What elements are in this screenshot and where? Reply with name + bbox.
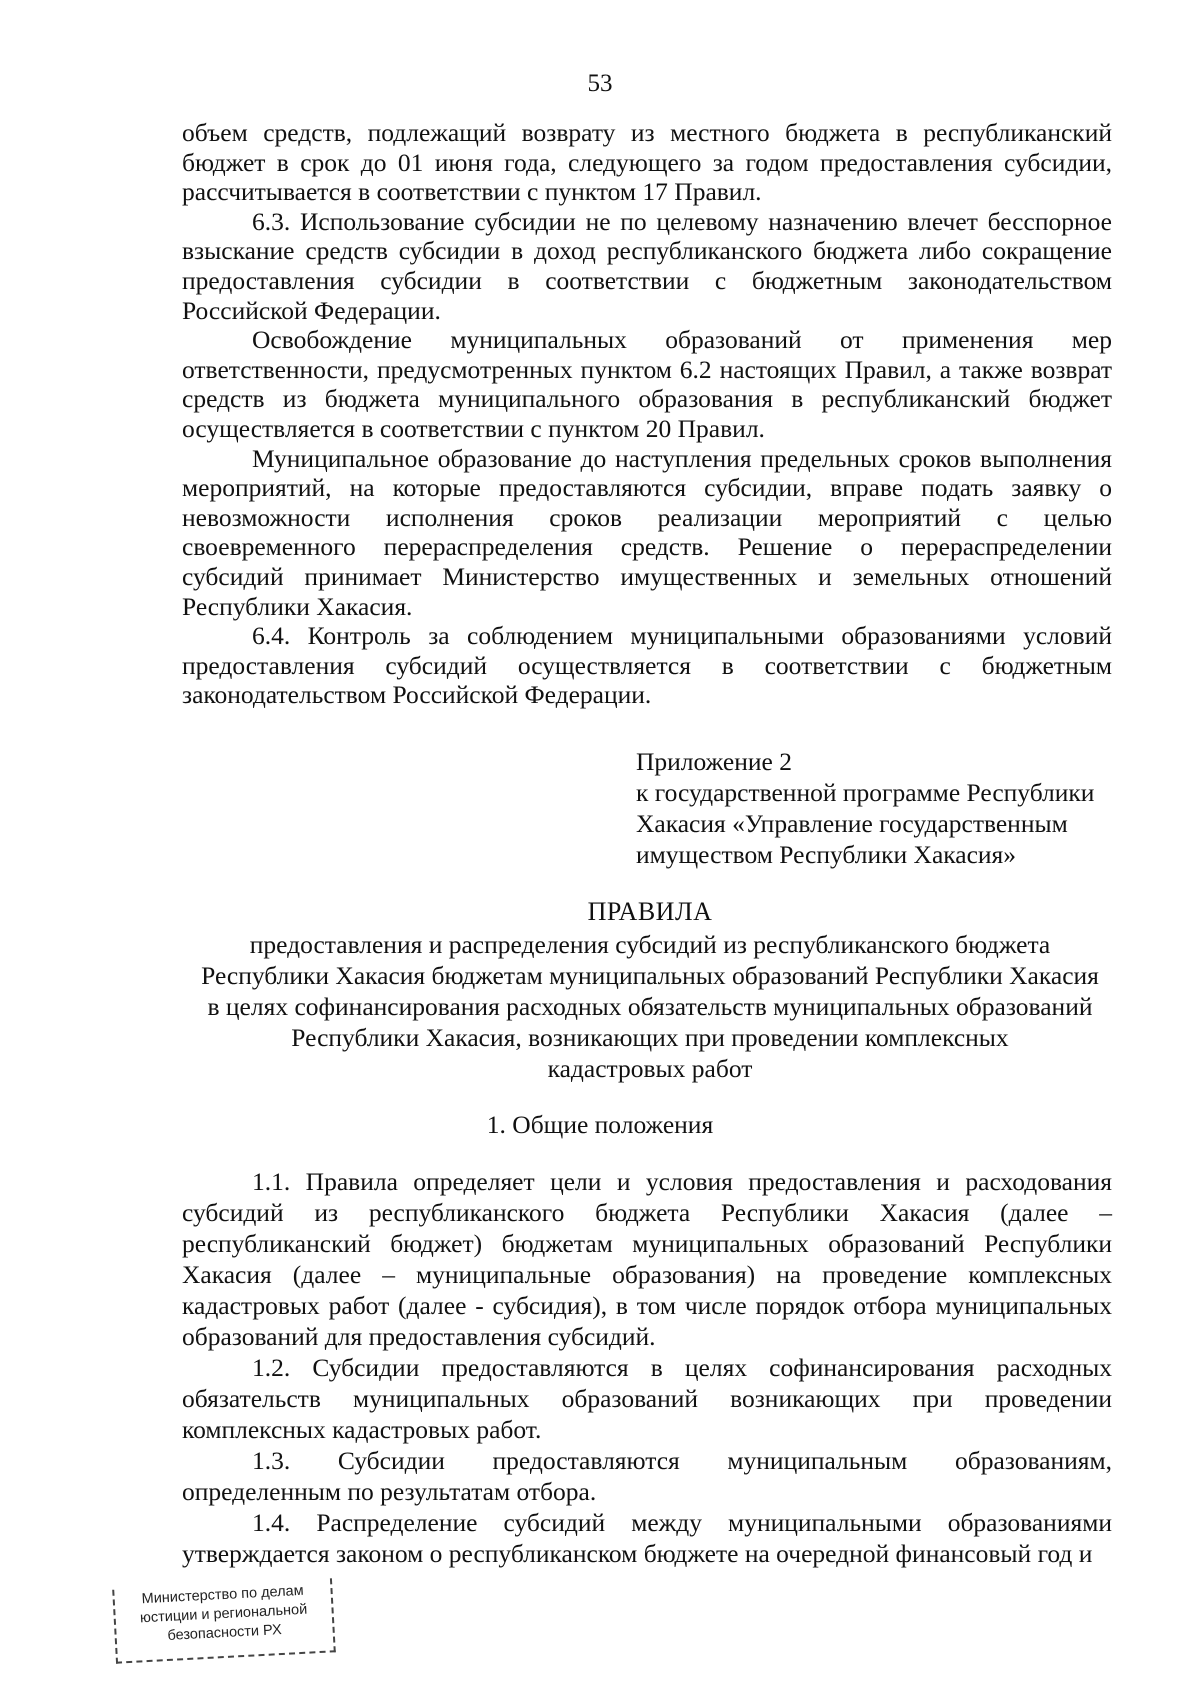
section-heading: 1. Общие положения [486, 1110, 714, 1139]
rules-subtitle-line: кадастровых работ [547, 1054, 753, 1083]
rules-title: ПРАВИЛА [587, 897, 713, 926]
stamp-line: Министерство по делам [141, 1582, 305, 1608]
clause-1-2: 1.2. Субсидии предоставляются в целях софинансирования расходных обязательств муниципальных образований возникающих при проведении комплексных кадастровых работ. [182, 1353, 1112, 1444]
stamp-line: юстиции и региональной [139, 1601, 308, 1627]
appendix-line: Хакасия «Управление государственным [636, 809, 1068, 838]
rules-subtitle-line: предоставления и распределения субсидий из республиканского бюджета [249, 930, 1051, 959]
appendix-line: имуществом Республики Хакасия» [636, 840, 1017, 869]
paragraph-continuation: объем средств, подлежащий возврату из местного бюджета в республиканский бюджет в срок до 01 июня года, следующего за годом предоставления субсидии, рассчитывается в соответствии с пунктом 17 Правил. [182, 118, 1112, 207]
rules-header [150, 896, 1150, 1084]
stamp-line: безопасности РХ [167, 1622, 283, 1644]
paragraph-6-4: 6.4. Контроль за соблюдением муниципальными образованиями условий предоставления субсидий осуществляется в соответствии с бюджетным законодательством Российской Федерации. [182, 621, 1112, 710]
clause-1-3: 1.3. Субсидии предоставляются муниципальным образованиям, определенным по результатам отбора. [182, 1446, 1112, 1506]
paragraph-6-3: 6.3. Использование субсидии не по целевому назначению влечет бесспорное взыскание средств субсидии в доход республиканского бюджета либо сокращение предоставления субсидии в соответствии с бюджетным законодательством Российской Федерации. [182, 206, 1112, 325]
rules-subtitle [150, 929, 1150, 1084]
section-body [182, 1166, 1112, 1569]
paragraph-exemption: Освобождение муниципальных образований от применения мер ответственности, предусмотренных пунктом 6.2 настоящих Правил, а также возврат средств из бюджета муниципального образования в республиканский бюджет осуществляется в соответствии с пунктом 20 Правил. [182, 325, 1112, 443]
clause-1-1: 1.1. Правила определяет цели и условия предоставления и расходования субсидий из республиканского бюджета Республики Хакасия (далее – республиканский бюджет) бюджетам муниципальных образований Республики Хакасия (далее – муниципальные образования) на проведение комплексных кадастровых работ (далее - субсидия), в том числе порядок отбора муниципальных образований для предоставления субсидий. [182, 1167, 1112, 1351]
document-body [182, 118, 1112, 710]
rules-subtitle-line: Республики Хакасия бюджетам муниципальных образований Республики Хакасия [201, 961, 1099, 990]
rules-subtitle-line: в целях софинансирования расходных обязательств муниципальных образований [207, 992, 1093, 1021]
appendix-line: Приложение 2 [636, 747, 792, 776]
ministry-stamp [112, 1578, 336, 1663]
rules-subtitle-line: Республики Хакасия, возникающих при проведении комплексных [291, 1023, 1009, 1052]
appendix-line: к государственной программе Республики [636, 778, 1095, 807]
page-number: 53 [587, 70, 613, 97]
clause-1-4: 1.4. Распределение субсидий между муниципальными образованиями утверждается законом о республиканском бюджете на очередной финансовый год и [182, 1508, 1112, 1568]
paragraph-redistribution: Муниципальное образование до наступления предельных сроков выполнения мероприятий, на которые предоставляются субсидии, вправе подать заявку о невозможности исполнения сроков реализации мероприятий с целью своевременного перераспределения средств. Решение о перераспределении субсидий принимает Министерство имущественных и земельных отношений Республики Хакасия. [182, 443, 1112, 621]
appendix-header [636, 746, 1156, 870]
